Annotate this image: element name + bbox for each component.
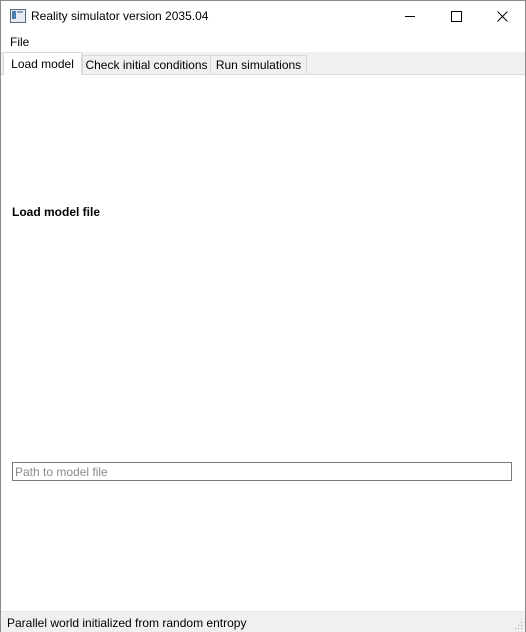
tab-load-model[interactable]: Load model: [3, 52, 82, 75]
model-path-input[interactable]: [12, 462, 512, 481]
tab-strip: [1, 52, 525, 75]
menu-bar: [1, 32, 525, 52]
close-icon: [497, 11, 508, 22]
title-bar[interactable]: [1, 1, 525, 32]
minimize-button[interactable]: [387, 1, 433, 32]
status-bar: [1, 611, 525, 632]
maximize-icon: [451, 11, 462, 22]
close-button[interactable]: [479, 1, 525, 32]
maximize-button[interactable]: [433, 1, 479, 32]
section-heading: Load model file: [12, 205, 101, 219]
menu-file[interactable]: File: [10, 35, 30, 49]
status-text: Parallel world initialized from random entropy: [7, 616, 247, 630]
resize-grip-icon[interactable]: [513, 620, 523, 630]
tab-check-initial-conditions[interactable]: Check initial conditions: [82, 55, 211, 73]
app-window-icon: [10, 9, 26, 23]
window-title: Reality simulator version 2035.04: [31, 9, 209, 23]
tab-run-simulations[interactable]: Run simulations: [210, 55, 307, 73]
tab-content-load-model: [1, 75, 525, 611]
minimize-icon: [405, 16, 415, 17]
